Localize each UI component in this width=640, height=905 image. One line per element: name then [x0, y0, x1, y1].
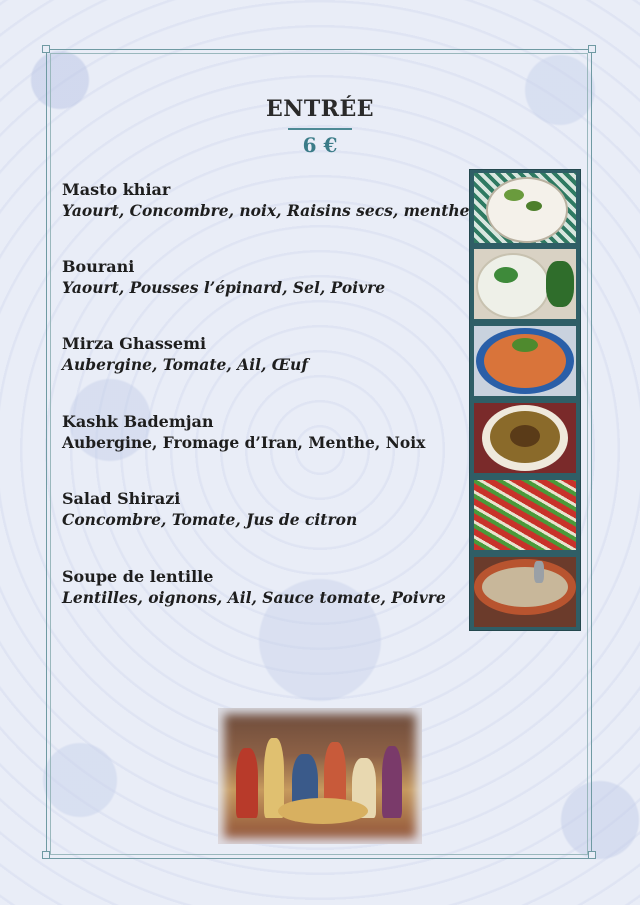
dish-photo-soupe-de-lentille [474, 557, 576, 627]
menu-price: 6 € [302, 133, 338, 157]
menu-item-bourani [62, 257, 462, 298]
menu-title: ENTRÉE [265, 96, 375, 122]
dish-photo-mirza-ghassemi [474, 326, 576, 396]
title-divider [288, 128, 352, 130]
frame-corner-top-left [42, 45, 50, 53]
frame-corner-bottom-right [588, 851, 596, 859]
item-name: Kashk Bademjan [62, 412, 214, 431]
item-description: Aubergine, Tomate, Ail, Œuf [62, 355, 308, 374]
menu-item-mirza-ghassemi [62, 334, 462, 375]
menu-item-soupe-de-lentille [62, 567, 462, 608]
dish-photo-masto-khiar [474, 173, 576, 243]
dish-photo-kashk-bademjan [474, 403, 576, 473]
item-name: Masto khiar [62, 180, 171, 199]
frame-corner-top-right [588, 45, 596, 53]
item-name: Mirza Ghassemi [62, 334, 207, 353]
dish-photo-column [469, 169, 581, 631]
menu-item-masto-khiar [62, 180, 470, 221]
frame-corner-bottom-left [42, 851, 50, 859]
menu-item-salad-shirazi [62, 489, 462, 530]
item-description: Yaourt, Pousses l’épinard, Sel, Poivre [62, 278, 386, 297]
item-name: Bourani [62, 257, 135, 276]
item-description: Yaourt, Concombre, noix, Raisins secs, menthe [62, 201, 470, 220]
item-name: Salad Shirazi [62, 489, 181, 508]
item-description: Aubergine, Fromage d’Iran, Menthe, Noix [62, 433, 426, 452]
dish-photo-salad-shirazi [474, 480, 576, 550]
item-description: Concombre, Tomate, Jus de citron [62, 510, 358, 529]
menu-item-kashk-bademjan [62, 412, 462, 453]
item-name: Soupe de lentille [62, 567, 214, 586]
dish-photo-bourani [474, 249, 576, 319]
persian-miniature-painting [218, 708, 422, 844]
item-description: Lentilles, oignons, Ail, Sauce tomate, Poivre [62, 588, 446, 607]
